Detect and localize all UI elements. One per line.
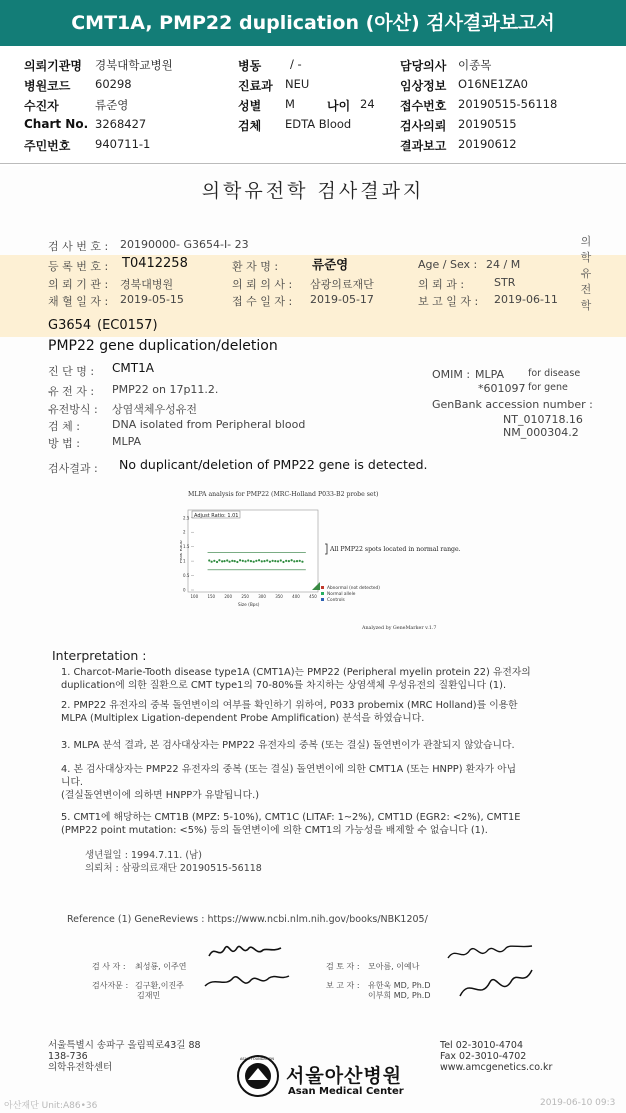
patient-name: 류준영 (312, 257, 349, 272)
interp-paragraph-4: 4. 본 검사대상자는 PMP22 유전자의 중복 (또는 결실) 돌연변이에 의한 CMT1A (또는 HNPP) 환자가 아닙 니다. (결실돌연변이에 의하면 HNPP가 유발됩니다.) (61, 764, 517, 801)
value-chart-no: 3268427 (95, 117, 147, 131)
asan-seal-logo (236, 1054, 280, 1098)
data-point (299, 560, 301, 562)
hospital-name: 서울아산병원 (286, 1065, 403, 1087)
label-accession: 접수번호 (400, 99, 447, 113)
label-sex: 성별 (238, 99, 262, 113)
age-sex: 24 / M (486, 258, 521, 271)
label-age: 나이 (327, 99, 351, 113)
y-tick-label: 1 (183, 558, 186, 564)
signature-reviewer (440, 936, 540, 1006)
data-point (236, 561, 238, 563)
client-info: 의뢰처 : 삼광의료재단 20190515-56118 (85, 863, 262, 874)
data-point (234, 560, 236, 562)
exam-no: 20190000- G3654-I- 23 (120, 238, 249, 251)
report-title: CMT1A, PMP22 duplication (아산) 검사결과보고서 (71, 12, 555, 34)
report-date-label: 보 고 일 자 : (418, 295, 479, 308)
value-hospital-code: 60298 (95, 77, 132, 91)
y-tick-label: 1.5 (183, 544, 190, 550)
data-point (258, 559, 260, 561)
data-point (266, 559, 268, 561)
method-label: 방 법 : (48, 437, 80, 450)
label-institution: 의뢰기관명 (24, 59, 82, 73)
data-point (247, 559, 249, 561)
reference: Reference (1) GeneReviews : https://www.ncbi.nlm.nih.gov/books/NBK1205/ (67, 914, 428, 925)
label-request-date: 검사의뢰 (400, 119, 447, 133)
institution-label: 의 뢰 기 관 : (48, 278, 109, 291)
x-tick-label: 400 (292, 594, 300, 599)
legend-normal: Normal allele (327, 592, 356, 597)
data-point (285, 560, 287, 562)
data-point (277, 560, 279, 562)
data-point (280, 559, 282, 561)
data-point (263, 560, 265, 562)
data-point (221, 560, 223, 562)
specimen: DNA isolated from Peripheral blood (112, 418, 306, 431)
data-point (244, 560, 246, 562)
report-title-bar (0, 0, 626, 46)
data-point (211, 561, 213, 563)
result-label: 검사결과 : (48, 462, 98, 475)
ratio-label: Adjust Ratio: 1.01 (194, 513, 239, 519)
interp-paragraph-5: 5. CMT1에 해당하는 CMT1B (MPZ: 5-10%), CMT1C (LITAF: 1~2%), CMT1D (EGR2: <2%), CMT1E (PMP22 point mutation: <5%) 등의 돌연변이에 의한 CMT1의 가능성을 배제할 수 없습니다 (1). (61, 812, 521, 836)
test-code-ec: (EC0157) (97, 318, 158, 333)
value-report-date: 20190612 (458, 137, 517, 151)
patient-name-label: 환 자 명 : (232, 260, 279, 273)
value-department: NEU (285, 77, 310, 91)
data-point (282, 561, 284, 563)
analyzed-by: Analyzed by GeneMarker v.1.7 (362, 626, 437, 631)
footer-contact: Tel 02-3010-4704 Fax 02-3010-4702 www.amcgenetics.co.kr (440, 1040, 553, 1073)
side-vertical-label: 의 학 유 전 학 (580, 235, 592, 312)
label-department: 진료과 (238, 79, 273, 93)
specimen-label: 검 체 : (48, 420, 80, 433)
watermark-left: 아산재단 Unit:A86•36 (4, 1101, 98, 1111)
method: MLPA (112, 435, 142, 448)
y-tick-label: 0 (183, 587, 186, 593)
data-point (291, 559, 293, 561)
exam-no-label: 검 사 번 호 : (48, 240, 109, 253)
genbank-nt: NT_010718.16 (503, 413, 583, 426)
birth-date: 생년월일 : 1994.7.11. (남) (85, 850, 202, 861)
diagnosis-label: 진 단 명 : (48, 365, 95, 378)
omim-mlpa: MLPA (475, 368, 505, 381)
genbank-nm: NM_000304.2 (503, 426, 579, 439)
inheritance: 상염색체우성유전 (112, 403, 198, 416)
value-clinical-info: O16NE1ZA0 (458, 77, 528, 91)
data-point (301, 561, 303, 563)
label-clinical-info: 임상정보 (400, 79, 447, 93)
data-point (255, 560, 257, 562)
x-tick-label: 100 (190, 594, 199, 599)
omim-gene: *601097 (478, 382, 526, 395)
legend-swatch-normal (321, 592, 324, 595)
seal-text: ASAN FOUNDATION (240, 1057, 275, 1061)
data-point (216, 561, 218, 563)
x-tick-label: 350 (275, 594, 283, 599)
range-bracket (325, 544, 327, 554)
inheritance-label: 유전방식 : (48, 403, 98, 416)
receive-date-label: 접 수 일 자 : (232, 295, 293, 308)
data-point (208, 559, 210, 561)
mlpa-chart (180, 488, 480, 638)
receive-date: 2019-05-17 (310, 293, 374, 306)
interp-paragraph-1: 1. Charcot-Marie-Tooth disease type1A (CMT1A)는 PMP22 (Peripheral myelin protein 22) 유전자의 duplication에 의한 질환으로 CMT type1의 70-80%를 차지하는 상염색체 우성유전의 질환입니다 (1). (61, 667, 531, 691)
request-info-block (0, 48, 626, 164)
y-axis-label: Peak Ratio (180, 540, 184, 563)
data-point (242, 560, 244, 562)
data-point (239, 559, 241, 561)
reviewer: 모아름, 이예나 (368, 962, 420, 971)
x-axis-label: Size (Bps) (238, 603, 260, 608)
gene: PMP22 on 17p11.2. (112, 383, 219, 396)
test-code: G3654 (48, 318, 92, 333)
x-tick-label: 200 (224, 594, 233, 599)
x-tick-label: 300 (258, 594, 266, 599)
value-sex: M (285, 97, 295, 111)
omim-label: OMIM : (432, 368, 471, 381)
mlpa-plot-frame (188, 510, 318, 592)
label-ward: 병동 (238, 59, 262, 73)
reporter1: 유한욱 MD, Ph.D (368, 981, 431, 990)
dept: STR (494, 276, 516, 289)
label-report-date: 결과보고 (400, 139, 447, 153)
value-accession: 20190515-56118 (458, 97, 558, 111)
genbank-label: GenBank accession number : (432, 398, 593, 411)
age-sex-label: Age / Sex : (418, 258, 478, 271)
data-point (231, 560, 233, 562)
value-patient: 류준영 (95, 98, 129, 112)
y-tick-label: 2.5 (183, 515, 190, 521)
data-point (274, 560, 276, 562)
diagnosis: CMT1A (112, 361, 154, 375)
data-point (293, 560, 295, 562)
legend-swatch-controls (321, 598, 324, 601)
collect-date-label: 채 혈 일 자 : (48, 295, 109, 308)
value-institution: 경북대학교병원 (95, 58, 173, 72)
data-point (269, 561, 271, 563)
resp2: 김재민 (137, 991, 161, 1000)
signature-examiner (195, 936, 295, 1001)
omim-gene-note: for gene (528, 382, 568, 393)
institution: 경북대병원 (120, 278, 174, 291)
data-point (213, 560, 215, 562)
label-patient: 수진자 (24, 99, 59, 113)
value-ward: / - (290, 57, 302, 71)
examiner-label: 검 사 자 : (92, 962, 126, 971)
legend-swatch-abnormal (321, 586, 324, 589)
watermark-right: 2019-06-10 09:3 (540, 1098, 616, 1108)
label-hospital-code: 병원코드 (24, 79, 71, 93)
value-doctor: 이종목 (458, 58, 492, 72)
data-point (218, 559, 220, 561)
report-date: 2019-06-11 (494, 293, 558, 306)
resp-label: 검사자문 : (92, 981, 129, 990)
interp-paragraph-2: 2. PMP22 유전자의 중복 돌연변이의 여부를 확인하기 위하여, P033 probemix (MRC Holland)를 이용한 MLPA (Multiplex Ligation-dependent Probe Amplification) 분석을 하였습니다. (61, 700, 518, 724)
footer-address: 서울특별시 송파구 올림픽로43길 88 138-736 의학유전학센터 (48, 1040, 201, 1073)
interp-paragraph-3: 3. MLPA 분석 결과, 본 검사대상자는 PMP22 유전자의 중복 (또는 결실) 돌연변이가 관찰되지 않았습니다. (61, 740, 515, 751)
data-point (296, 560, 298, 562)
reg-no-label: 등 록 번 호 : (48, 260, 109, 273)
test-name: PMP22 gene duplication/deletion (48, 338, 278, 354)
range-annotation: All PMP22 spots located in normal range. (330, 546, 461, 553)
label-specimen: 검체 (238, 119, 262, 133)
mlpa-figure (180, 488, 480, 638)
data-point (250, 560, 252, 562)
medical-genetics-title: 의학유전학 검사결과지 (201, 180, 425, 202)
data-point (253, 561, 255, 563)
value-request-date: 20190515 (458, 117, 517, 131)
omim-disease-note: for disease (528, 368, 581, 379)
x-tick-label: 150 (207, 594, 216, 599)
value-specimen: EDTA Blood (285, 117, 352, 131)
data-point (228, 561, 230, 563)
hospital-name-en: Asan Medical Center (288, 1086, 404, 1097)
legend-abnormal: Abnormal (not detected) (327, 586, 380, 591)
dept-label: 의 뢰 과 : (418, 278, 465, 291)
interpretation-heading: Interpretation : (52, 648, 147, 663)
label-doctor: 담당의사 (400, 59, 447, 73)
data-point (226, 559, 228, 561)
gene-label: 유 전 자 : (48, 385, 95, 398)
collect-date: 2019-05-15 (120, 293, 184, 306)
x-tick-label: 450 (309, 594, 317, 599)
value-age: 24 (360, 97, 375, 111)
data-point (272, 560, 274, 562)
doctor: 삼광의료재단 (310, 278, 374, 291)
scanned-report-page (0, 166, 626, 1113)
value-resident-no: 940711-1 (95, 137, 151, 151)
doctor-label: 의 뢰 의 사 : (232, 278, 293, 291)
reporter2: 이부희 MD, Ph.D (368, 991, 431, 1000)
x-tick-label: 250 (241, 594, 249, 599)
data-point (261, 560, 263, 562)
label-chart-no: Chart No. (24, 117, 89, 131)
result-text: No duplicant/deletion of PMP22 gene is detected. (119, 457, 428, 472)
examiner: 최성룡, 이주연 (135, 962, 187, 971)
resp1: 김구환,이진주 (135, 981, 184, 990)
reg-no: T0412258 (122, 256, 188, 271)
mlpa-figure-title: MLPA analysis for PMP22 (MRC-Holland P033-B2 probe set) (188, 491, 379, 498)
reviewer-label: 검 토 자 : (326, 962, 360, 971)
data-point (223, 560, 225, 562)
y-tick-label: 0.5 (183, 573, 190, 579)
y-tick-label: 2 (183, 529, 186, 535)
data-point (288, 560, 290, 562)
reporter-label: 보 고 자 : (326, 981, 360, 990)
label-resident-no: 주민번호 (24, 139, 71, 153)
legend-controls: Controls (327, 598, 345, 603)
